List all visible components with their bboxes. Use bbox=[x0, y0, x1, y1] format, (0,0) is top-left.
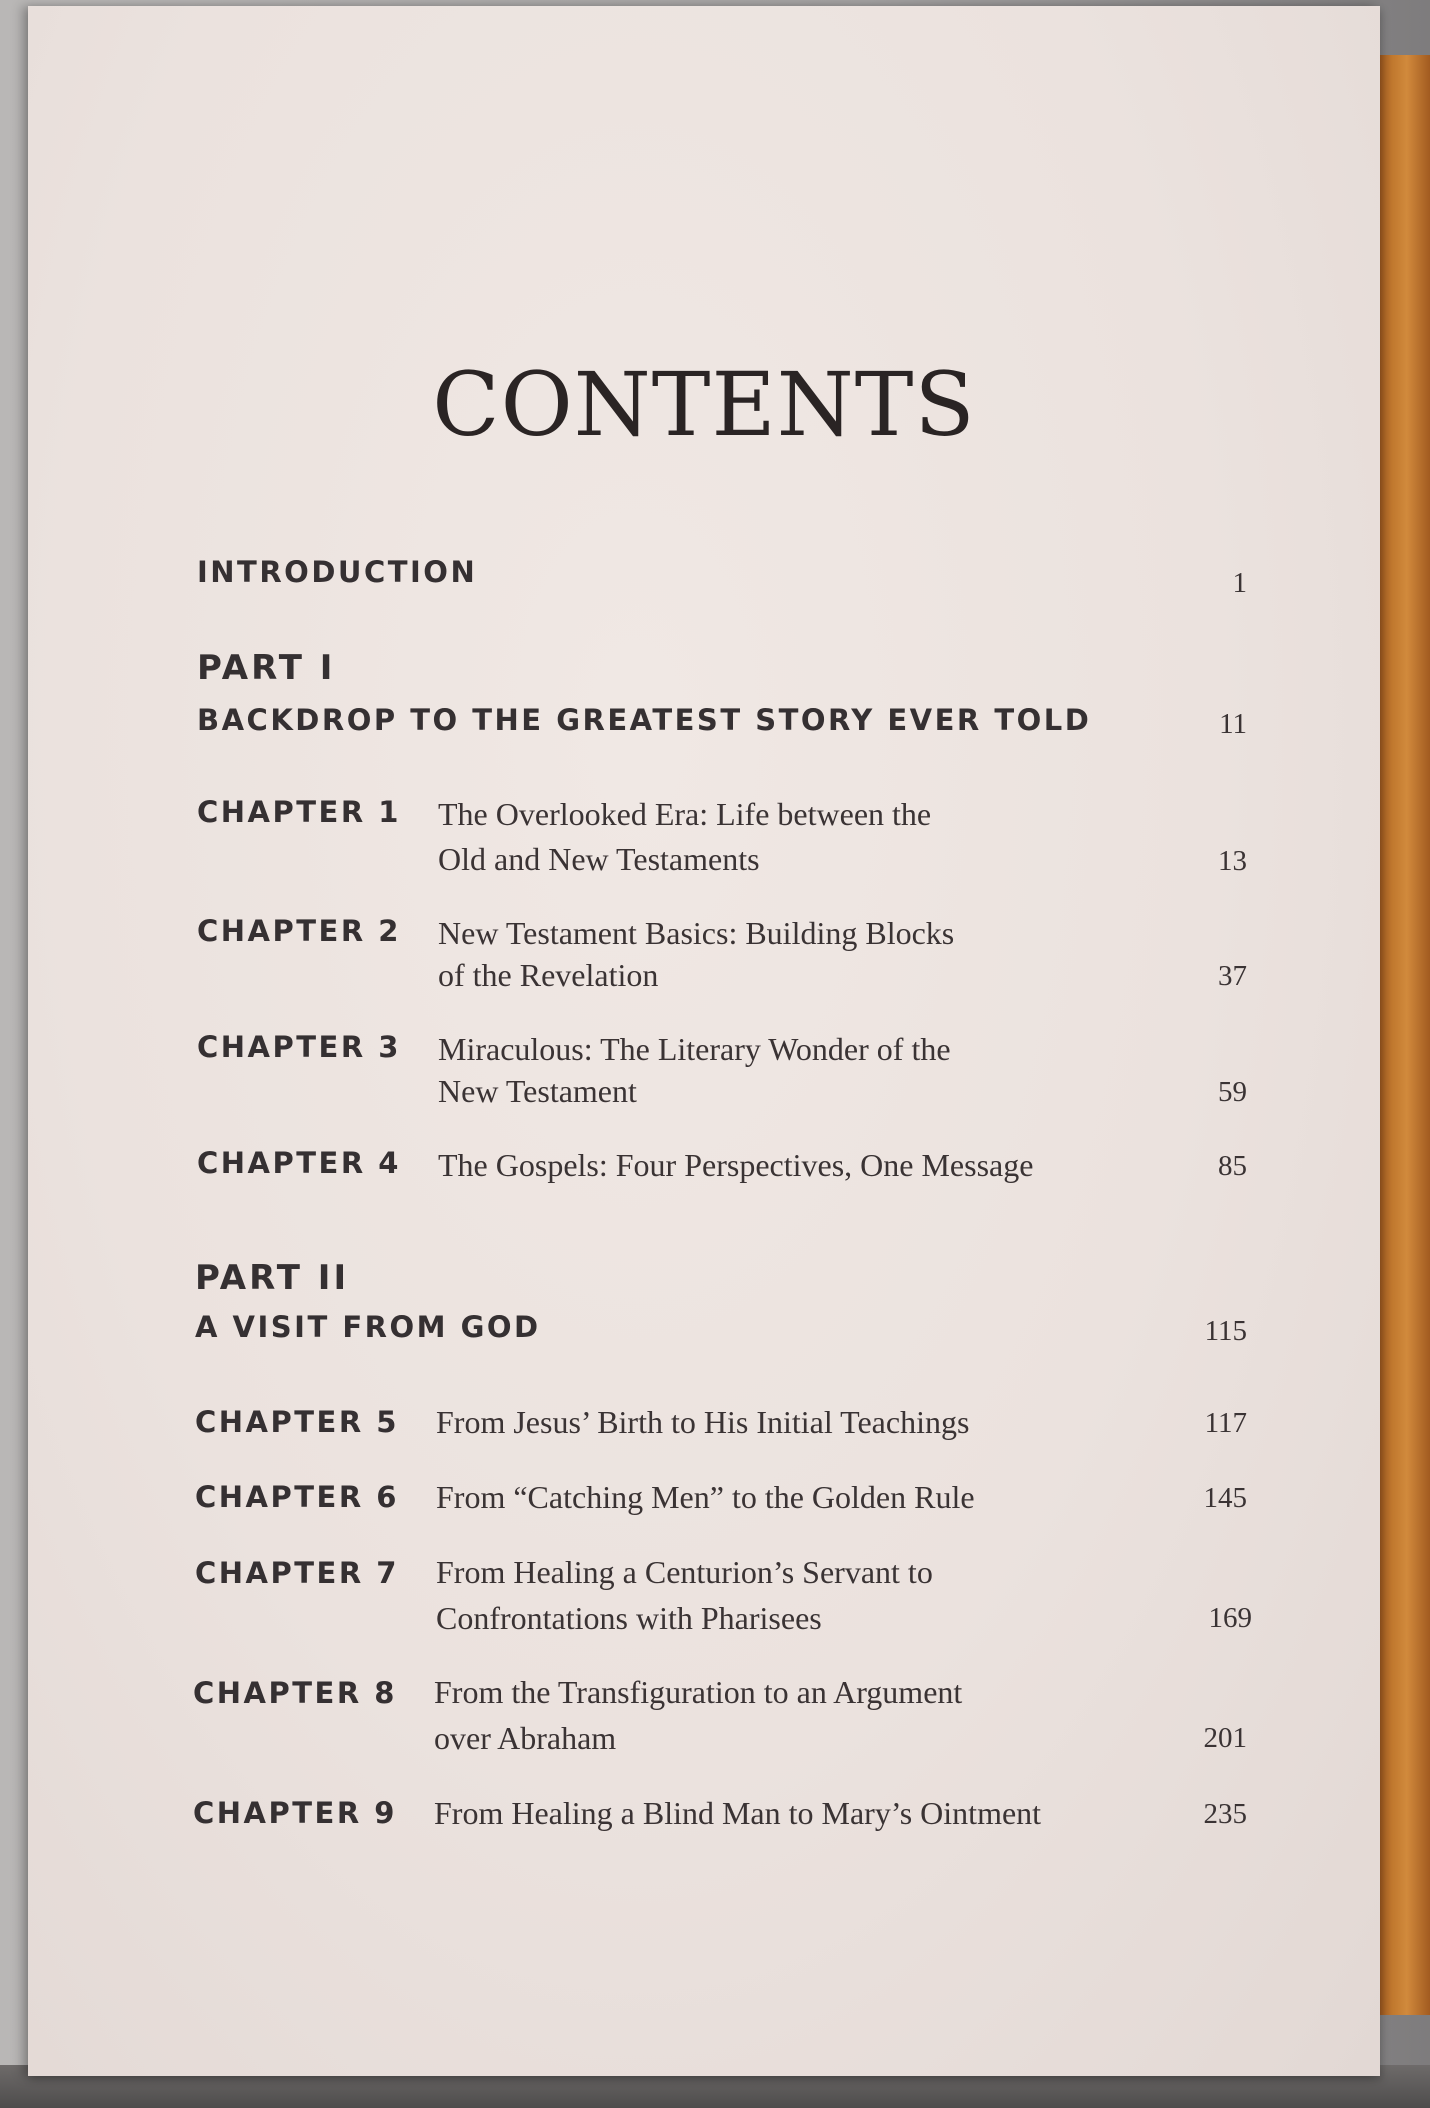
chapter-title-line: New Testament Basics: Building Blocks bbox=[438, 915, 955, 951]
page-title: CONTENTS bbox=[432, 353, 976, 456]
chapter-title-line: New Testament bbox=[438, 1073, 637, 1109]
chapter-title-line: From Healing a Centurion’s Servant to bbox=[436, 1554, 933, 1590]
introduction-page: 1 bbox=[1232, 567, 1247, 599]
chapter-title-line: Confrontations with Pharisees bbox=[436, 1600, 822, 1636]
part-title: A VISIT FROM GOD bbox=[195, 1310, 541, 1344]
chapter-title-line: From Healing a Blind Man to Mary’s Ointment bbox=[434, 1795, 1042, 1831]
chapter-page: 145 bbox=[1203, 1482, 1247, 1514]
part-title: BACKDROP TO THE GREATEST STORY EVER TOLD bbox=[197, 703, 1092, 737]
chapter-title-line: The Overlooked Era: Life between the bbox=[438, 796, 932, 832]
part-page: 115 bbox=[1204, 1315, 1247, 1347]
chapter-page: 37 bbox=[1218, 960, 1247, 992]
chapter-page: 85 bbox=[1218, 1150, 1247, 1182]
chapter-title-line: The Gospels: Four Perspectives, One Message bbox=[438, 1147, 1034, 1183]
chapter-page: 235 bbox=[1203, 1798, 1247, 1830]
chapter-label: CHAPTER 6 bbox=[195, 1480, 399, 1514]
chapter-page: 201 bbox=[1203, 1722, 1247, 1754]
part-label: PART II bbox=[195, 1258, 350, 1298]
chapter-page: 117 bbox=[1204, 1407, 1247, 1439]
chapter-label: CHAPTER 9 bbox=[193, 1796, 397, 1830]
chapter-label: CHAPTER 2 bbox=[197, 914, 401, 948]
chapter-label: CHAPTER 5 bbox=[195, 1405, 399, 1439]
chapter-label: CHAPTER 1 bbox=[197, 795, 401, 829]
chapter-label: CHAPTER 4 bbox=[197, 1146, 401, 1180]
chapter-title-line: From the Transfiguration to an Argument bbox=[434, 1674, 963, 1710]
chapter-title-line: From Jesus’ Birth to His Initial Teachings bbox=[436, 1404, 970, 1440]
part-label: PART I bbox=[197, 648, 336, 688]
chapter-title-line: Miraculous: The Literary Wonder of the bbox=[438, 1031, 951, 1067]
introduction-label: INTRODUCTION bbox=[197, 555, 478, 589]
chapter-label: CHAPTER 8 bbox=[193, 1676, 397, 1710]
book-page bbox=[28, 6, 1380, 2076]
chapter-page: 59 bbox=[1218, 1076, 1247, 1108]
chapter-label: CHAPTER 3 bbox=[197, 1030, 401, 1064]
chapter-title-line: From “Catching Men” to the Golden Rule bbox=[436, 1479, 975, 1515]
chapter-label: CHAPTER 7 bbox=[195, 1556, 399, 1590]
chapter-title-line: of the Revelation bbox=[438, 957, 659, 993]
book-cover-edge bbox=[1372, 55, 1430, 2015]
chapter-page: 169 bbox=[1208, 1602, 1252, 1634]
part-page: 11 bbox=[1219, 708, 1247, 740]
chapter-title-line: over Abraham bbox=[434, 1720, 617, 1756]
chapter-title-line: Old and New Testaments bbox=[438, 841, 760, 877]
chapter-page: 13 bbox=[1218, 845, 1247, 877]
